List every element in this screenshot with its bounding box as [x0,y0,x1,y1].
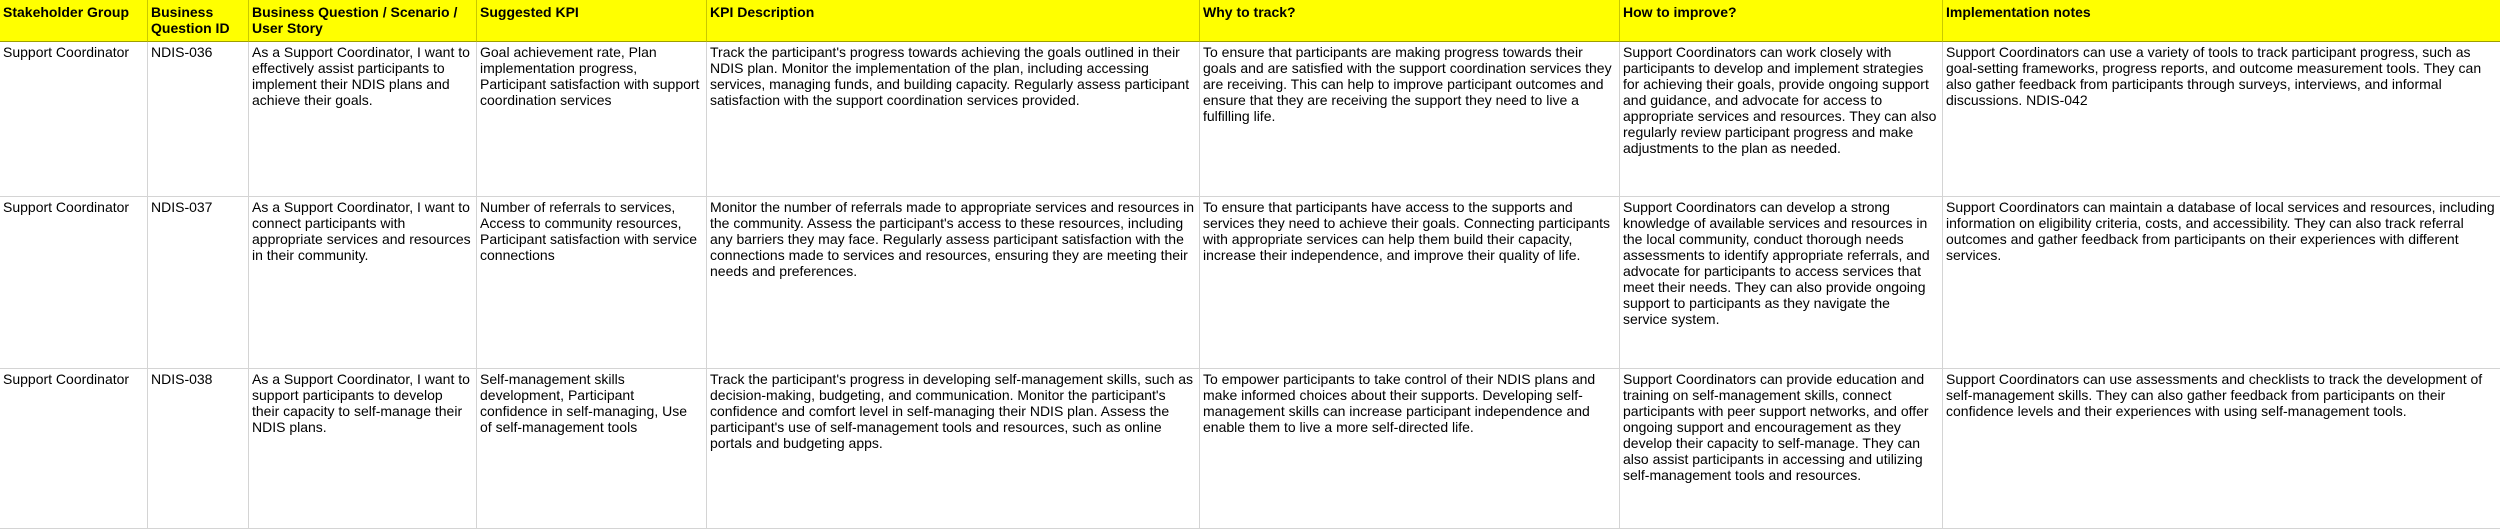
header-cell-suggested-kpi[interactable]: Suggested KPI [477,0,707,42]
cell-suggested-kpi[interactable]: Self-management skills development, Participant confidence in self-managing, Use of self-management tools [477,369,707,529]
cell-how-to-improve[interactable]: Support Coordinators can work closely with participants to develop and implement strategies for achieving their goals, provide ongoing support and guidance, and advocate for access to appropriate services and resources. They can also regularly review participant progress and make adjustments to the plan as needed. [1620,42,1943,197]
cell-implementation-notes[interactable]: Support Coordinators can maintain a database of local services and resources, including information on eligibility criteria, costs, and accessibility. They can also track referral outcomes and gather feedback from participants on their experiences with different services. [1943,197,2500,369]
header-cell-kpi-description[interactable]: KPI Description [707,0,1200,42]
cell-implementation-notes[interactable]: Support Coordinators can use assessments and checklists to track the development of self-management skills. They can also gather feedback from participants on their confidence levels and their experiences with using self-management tools. [1943,369,2500,529]
cell-why-to-track[interactable]: To empower participants to take control of their NDIS plans and make informed choices about their supports. Developing self-management skills can increase participant independence and enable them to live a more self-directed life. [1200,369,1620,529]
cell-suggested-kpi[interactable]: Number of referrals to services, Access to community resources, Participant satisfaction with service connections [477,197,707,369]
cell-implementation-notes[interactable]: Support Coordinators can use a variety of tools to track participant progress, such as goal-setting frameworks, progress reports, and outcome measurement tools. They can also gather feedback from participants through surveys, interviews, and informal discussions. NDIS-042 [1943,42,2500,197]
header-cell-why-to-track[interactable]: Why to track? [1200,0,1620,42]
cell-business-question[interactable]: As a Support Coordinator, I want to effectively assist participants to implement their NDIS plans and achieve their goals. [249,42,477,197]
cell-business-question[interactable]: As a Support Coordinator, I want to support participants to develop their capacity to self-manage their NDIS plans. [249,369,477,529]
cell-business-question-id[interactable]: NDIS-038 [148,369,249,529]
cell-kpi-description[interactable]: Track the participant's progress in developing self-management skills, such as decision-making, budgeting, and communication. Monitor the participant's confidence and comfort level in self-managing their NDIS plan. Assess the participant's use of self-management tools and resources, such as online portals and budgeting apps. [707,369,1200,529]
cell-business-question-id[interactable]: NDIS-037 [148,197,249,369]
cell-why-to-track[interactable]: To ensure that participants have access to the supports and services they need to achieve their goals. Connecting participants with appropriate services can help them build their capacity, increase their independence, and improve their quality of life. [1200,197,1620,369]
cell-stakeholder-group[interactable]: Support Coordinator [0,369,148,529]
cell-stakeholder-group[interactable]: Support Coordinator [0,42,148,197]
cell-why-to-track[interactable]: To ensure that participants are making progress towards their goals and are satisfied with the support coordination services they are receiving. This can help to improve participant outcomes and ensure that they are receiving the support they need to live a fulfilling life. [1200,42,1620,197]
header-cell-implementation-notes[interactable]: Implementation notes [1943,0,2500,42]
cell-kpi-description[interactable]: Monitor the number of referrals made to appropriate services and resources in the community. Assess the participant's access to these resources, including any barriers they may face. Regularly assess participant satisfaction with the connections made to services and resources, ensuring they are meeting their needs and preferences. [707,197,1200,369]
cell-suggested-kpi[interactable]: Goal achievement rate, Plan implementation progress, Participant satisfaction with support coordination services [477,42,707,197]
header-cell-stakeholder-group[interactable]: Stakeholder Group [0,0,148,42]
cell-business-question-id[interactable]: NDIS-036 [148,42,249,197]
cell-kpi-description[interactable]: Track the participant's progress towards achieving the goals outlined in their NDIS plan. Monitor the implementation of the plan, including accessing services, managing funds, and building capacity. Regularly assess participant satisfaction with the support coordination services provided. [707,42,1200,197]
cell-stakeholder-group[interactable]: Support Coordinator [0,197,148,369]
cell-business-question[interactable]: As a Support Coordinator, I want to connect participants with appropriate services and resources in their community. [249,197,477,369]
header-cell-business-question[interactable]: Business Question / Scenario / User Story [249,0,477,42]
cell-how-to-improve[interactable]: Support Coordinators can develop a strong knowledge of available services and resources in the local community, conduct thorough needs assessments to identify appropriate referrals, and advocate for participants to access services that meet their needs. They can also provide ongoing support to participants as they navigate the service system. [1620,197,1943,369]
header-cell-how-to-improve[interactable]: How to improve? [1620,0,1943,42]
cell-how-to-improve[interactable]: Support Coordinators can provide education and training on self-management skills, connect participants with peer support networks, and offer ongoing support and encouragement as they develop their capacity to self-manage. They can also assist participants in accessing and utilizing self-management tools and resources. [1620,369,1943,529]
header-cell-business-question-id[interactable]: Business Question ID [148,0,249,42]
